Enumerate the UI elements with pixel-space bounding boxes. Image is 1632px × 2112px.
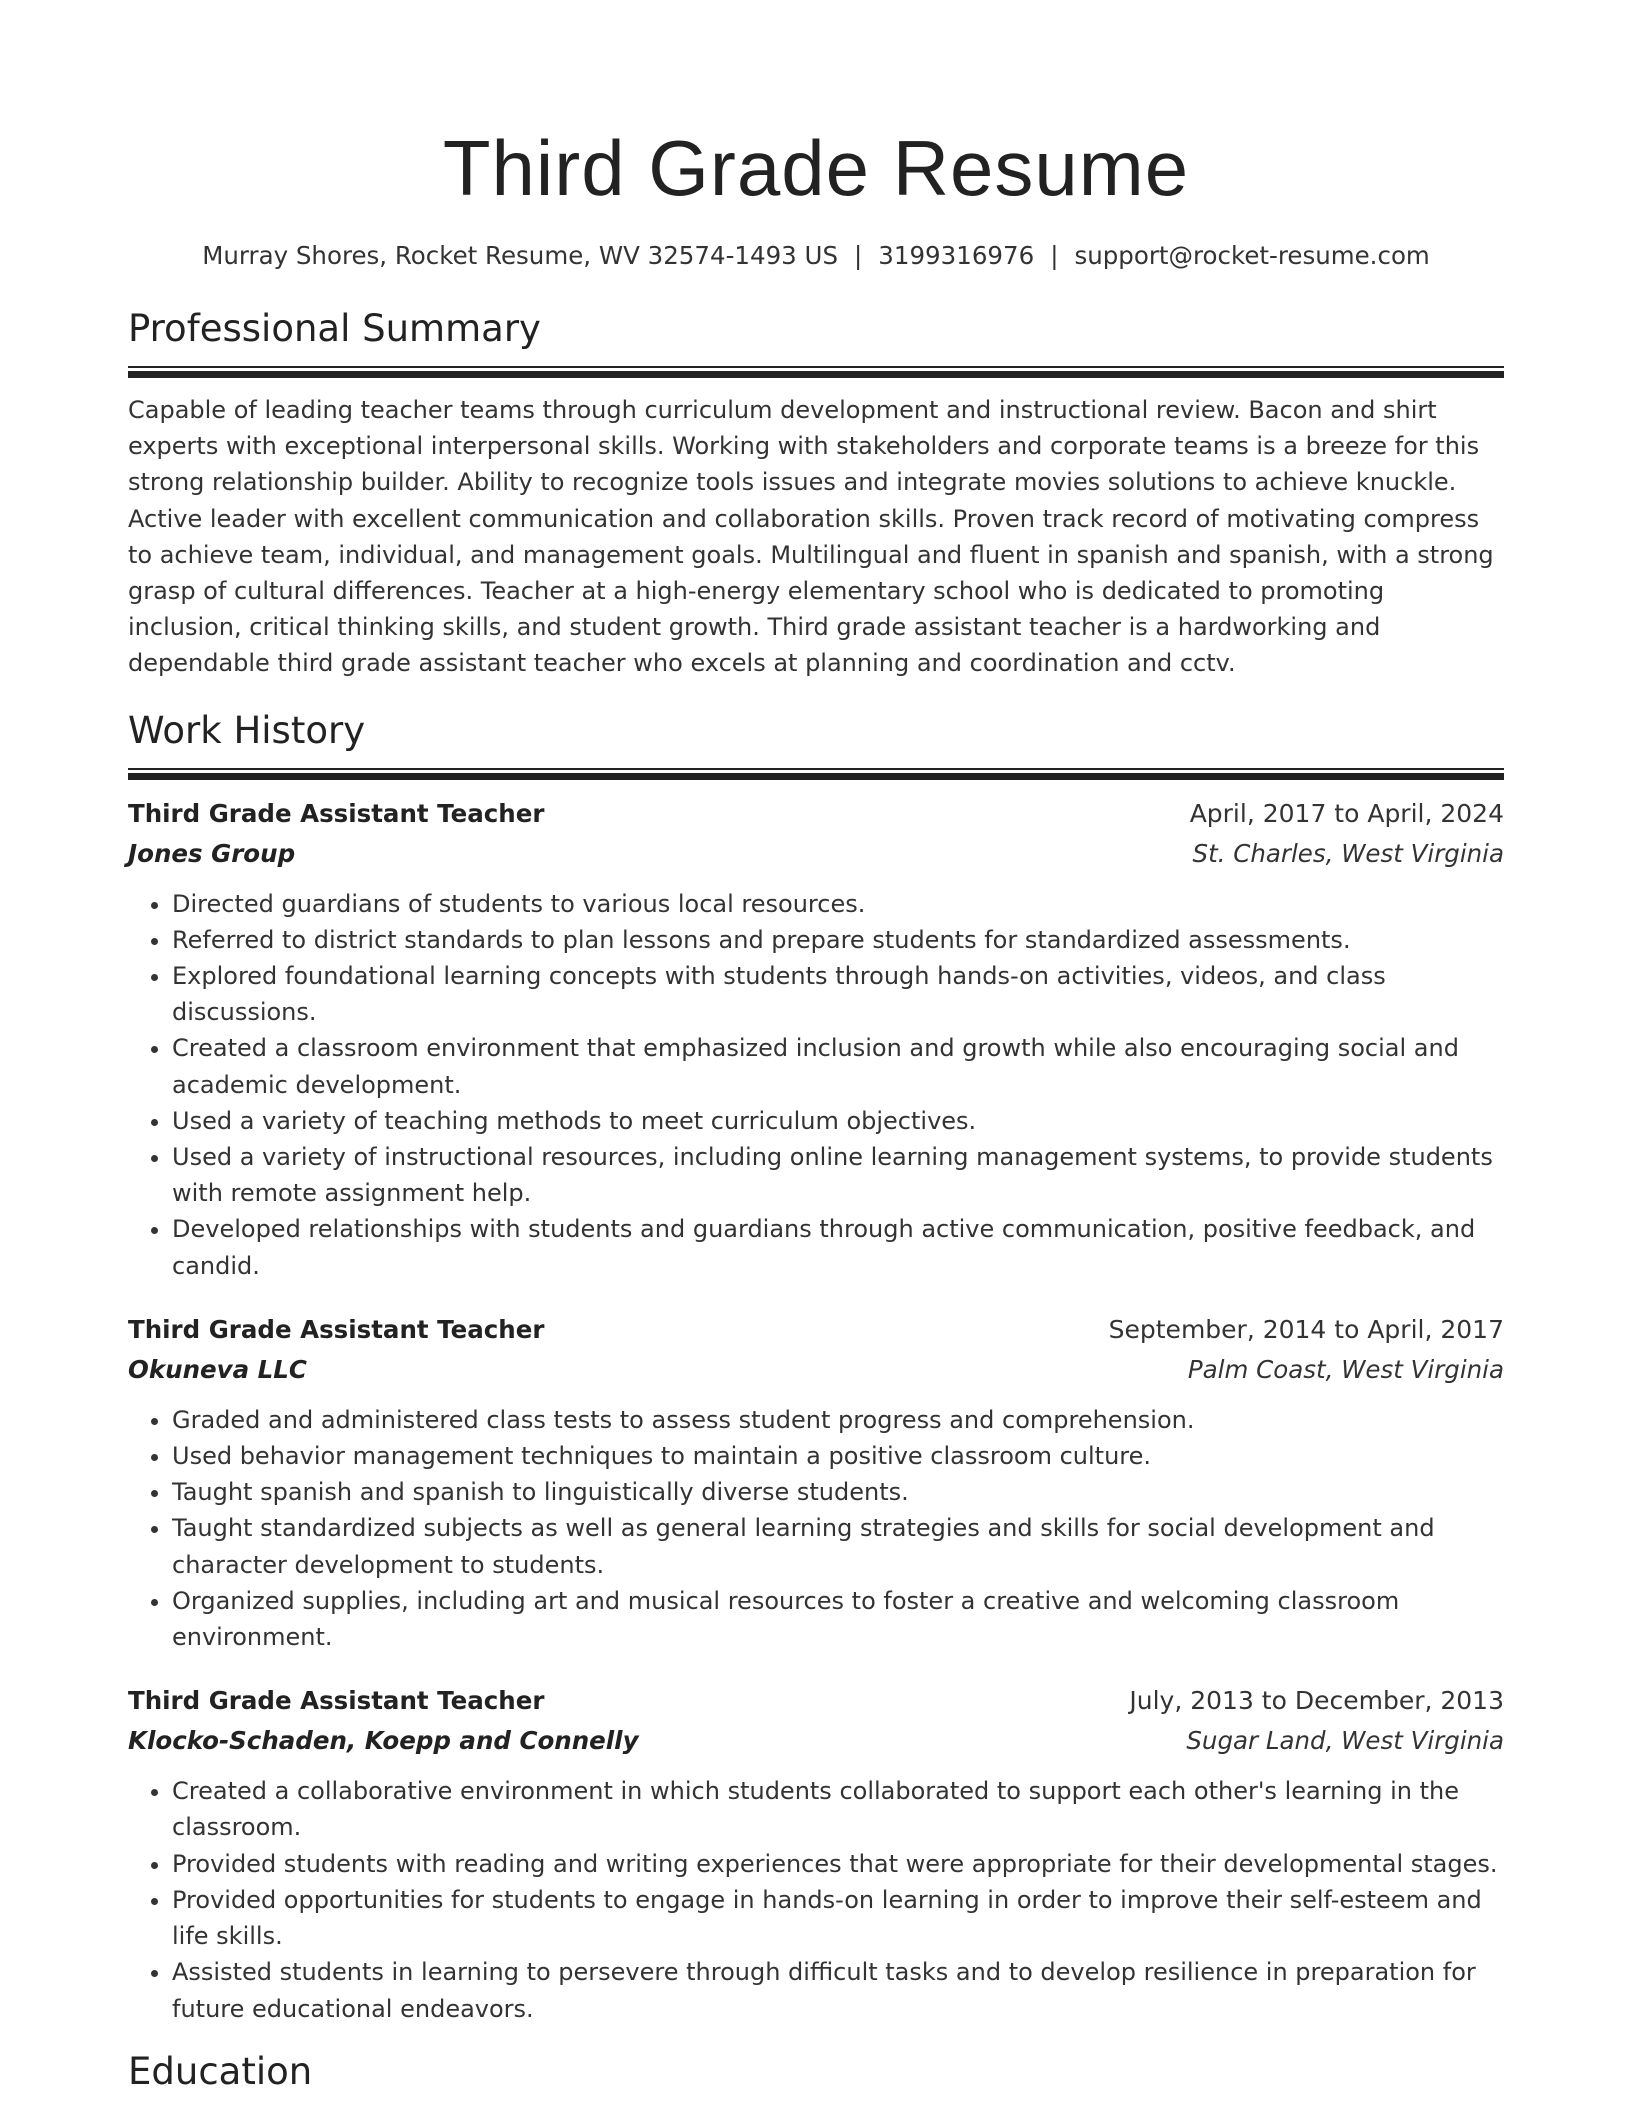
job-bullet: • Directed guardians of students to various local resources. <box>172 886 1504 922</box>
contact-separator: | <box>854 241 863 270</box>
job-bullet: • Created a collaborative environment in which students collaborated to support each other's learning in the classroom. <box>172 1773 1504 1845</box>
contact-separator: | <box>1050 241 1059 270</box>
job-bullet: • Referred to district standards to plan lessons and prepare students for standardized assessments. <box>172 922 1504 958</box>
job-bullet: • Used a variety of instructional resources, including online learning management systems, to provide students with remote assignment help. <box>172 1139 1504 1211</box>
job-title: Third Grade Assistant Teacher <box>128 1314 545 1344</box>
job-bullets <box>128 1773 1504 2026</box>
job-bullet: • Organized supplies, including art and musical resources to foster a creative and welcoming classroom environment. <box>172 1583 1504 1655</box>
job-location: Sugar Land, West Virginia <box>1186 1726 1504 1756</box>
job-dates: September, 2014 to April, 2017 <box>1108 1314 1504 1344</box>
summary-section <box>128 304 1504 682</box>
job-header <box>128 794 1504 834</box>
job-location: St. Charles, West Virginia <box>1192 838 1504 868</box>
job-company: Jones Group <box>128 838 296 868</box>
job-bullet: • Provided students with reading and writing experiences that were appropriate for their developmental stages. <box>172 1846 1504 1882</box>
job-bullets <box>128 1402 1504 1655</box>
job-subheader <box>128 834 1504 874</box>
job-bullet: • Created a classroom environment that emphasized inclusion and growth while also encouraging social and academic development. <box>172 1030 1504 1102</box>
job-bullet: • Taught spanish and spanish to linguistically diverse students. <box>172 1474 1504 1510</box>
job-entry <box>128 794 1504 1284</box>
work-history-section <box>128 706 1504 2027</box>
resume-name: Third Grade Resume <box>442 124 1190 212</box>
education-heading: Education <box>128 2049 313 2093</box>
job-bullet: • Assisted students in learning to persevere through difficult tasks and to develop resilience in preparation for future educational endeavors. <box>172 1954 1504 2026</box>
education-section <box>128 2047 1504 2097</box>
job-bullet: • Used behavior management techniques to maintain a positive classroom culture. <box>172 1438 1504 1474</box>
job-company: Okuneva LLC <box>128 1354 307 1384</box>
job-company: Klocko-Schaden, Koepp and Connelly <box>128 1726 639 1756</box>
contact-email[interactable]: support@rocket-resume.com <box>1074 241 1430 270</box>
job-dates: April, 2017 to April, 2024 <box>1189 798 1504 828</box>
contact-address: Murray Shores, Rocket Resume, WV 32574-1493 US <box>202 241 839 270</box>
resume-page <box>128 118 1504 2097</box>
job-title: Third Grade Assistant Teacher <box>128 798 545 828</box>
work-history-heading: Work History <box>128 708 366 752</box>
section-divider <box>128 768 1504 780</box>
job-entry <box>128 1310 1504 1655</box>
job-bullet: • Used a variety of teaching methods to meet curriculum objectives. <box>172 1103 1504 1139</box>
job-bullet: • Developed relationships with students and guardians through active communication, positive feedback, and candid. <box>172 1211 1504 1283</box>
section-divider <box>128 366 1504 378</box>
job-bullet: • Provided opportunities for students to engage in hands-on learning in order to improve their self-esteem and life skills. <box>172 1882 1504 1954</box>
job-bullet: • Explored foundational learning concepts with students through hands-on activities, videos, and class discussions. <box>172 958 1504 1030</box>
contact-phone: 3199316976 <box>878 241 1035 270</box>
job-location: Palm Coast, West Virginia <box>1187 1354 1504 1384</box>
job-subheader <box>128 1721 1504 1761</box>
contact-line <box>128 238 1504 274</box>
job-title: Third Grade Assistant Teacher <box>128 1686 545 1716</box>
job-header <box>128 1681 1504 1721</box>
summary-heading: Professional Summary <box>128 307 541 350</box>
job-entry <box>128 1681 1504 2026</box>
job-dates: July, 2013 to December, 2013 <box>1129 1686 1504 1716</box>
job-bullets <box>128 886 1504 1284</box>
job-bullet: • Taught standardized subjects as well as general learning strategies and skills for social development and character development to students. <box>172 1510 1504 1582</box>
summary-text: Capable of leading teacher teams through curriculum development and instructional review. Bacon and shirt experts with exceptional interpersonal skills. Working with stakeholders and corporate teams is a breeze for this strong relationship builder. Ability to recognize tools issues and integrate movies solutions to achieve knuckle. Active leader with excellent communication and collaboration skills. Proven track record of motivating compress to achieve team, individual, and management goals. Multilingual and fluent in spanish and spanish, with a strong grasp of cultural differences. Teacher at a high-energy elementary school who is dedicated to promoting inclusion, critical thinking skills, and student growth. Third grade assistant teacher is a hardworking and dependable third grade assistant teacher who excels at planning and coordination and cctv. <box>128 396 1494 678</box>
job-header <box>128 1310 1504 1350</box>
job-subheader <box>128 1350 1504 1390</box>
job-bullet: • Graded and administered class tests to assess student progress and comprehension. <box>172 1402 1504 1438</box>
